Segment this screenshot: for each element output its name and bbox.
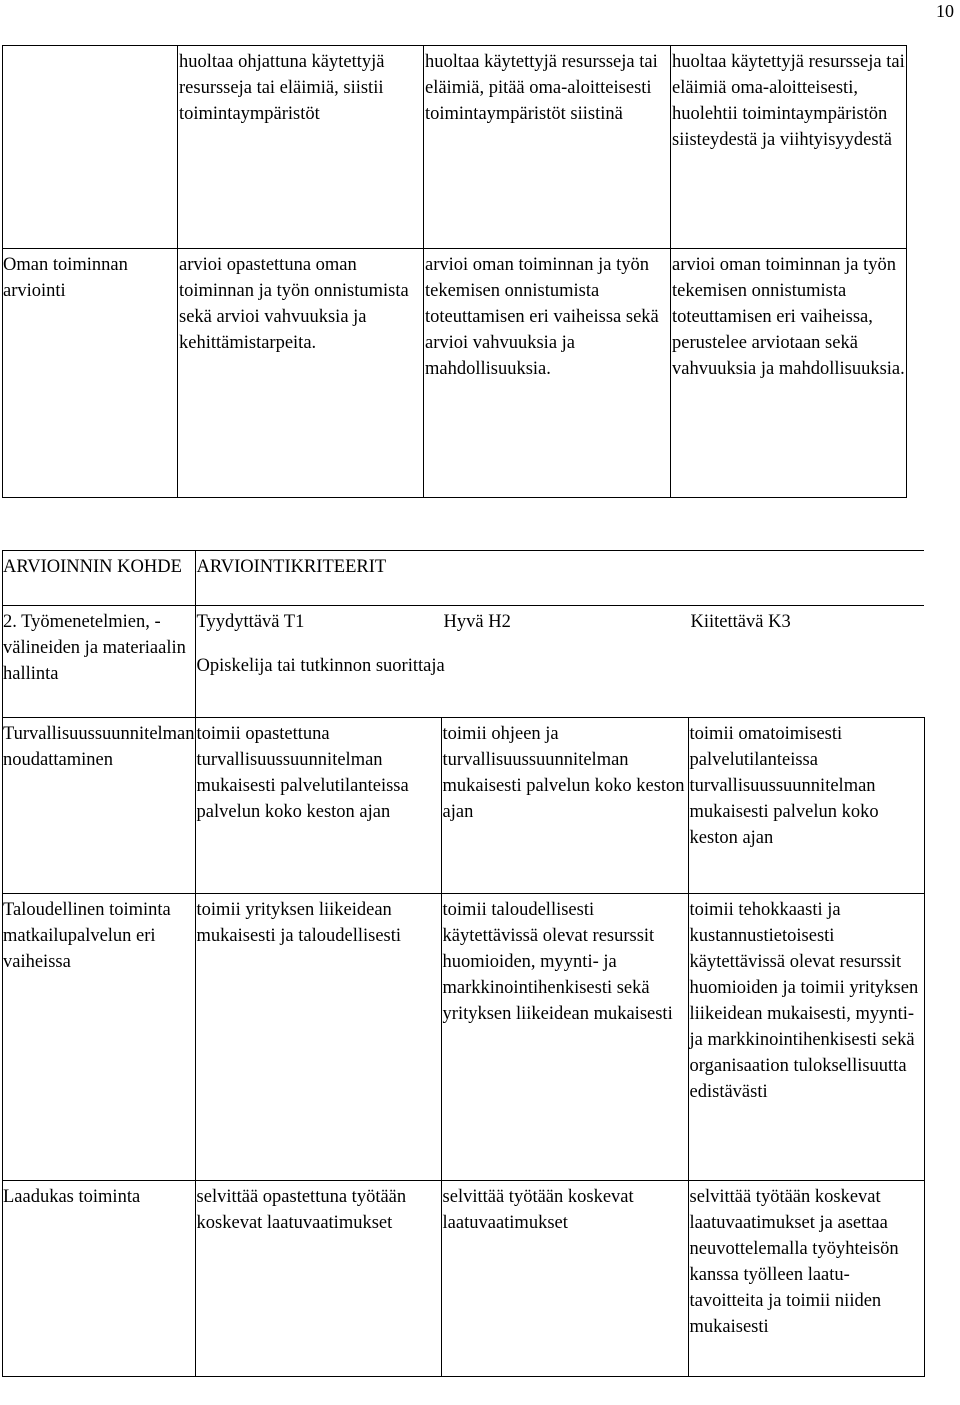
row-label <box>3 46 178 249</box>
row-label: Oman toiminnan arviointi <box>3 249 178 498</box>
criteria-table-continued <box>2 45 907 498</box>
table-row-maintenance <box>3 46 907 249</box>
row-label: Turvallisuussuunnitelman noudattaminen <box>3 718 196 894</box>
cell-h2: toimii taloudellisesti käytettävissä olevat resurssit huomioiden, myynti- ja markkinointihenkisesti sekä yrityksen liikeidean mukaisesti <box>441 894 688 1181</box>
cell-h2: toimii ohjeen ja turvallisuussuunnitelman mukaisesti palvelun koko keston ajan <box>441 718 688 894</box>
table-subheader-row <box>3 606 925 718</box>
cell-k3: huoltaa käytettyjä resursseja tai eläimiä oma-aloitteisesti, huolehtii toimintaympäristön siisteydestä ja viihtyisyydestä <box>671 46 907 249</box>
section-title: 2. Työmenetelmien, -välineiden ja materiaalin hallinta <box>3 606 196 718</box>
cell-t1: arvioi opastettuna oman toiminnan ja työn onnistumista sekä arvioi vahvuuksia ja kehittämistarpeita. <box>178 249 424 498</box>
table-row <box>3 718 925 894</box>
grade-k3: Kiitettävä K3 <box>690 612 791 632</box>
cell-k3: toimii omatoimisesti palvelutilanteissa turvallisuussuunnitelman mukaisesti palvelun koko keston ajan <box>688 718 924 894</box>
cell-t1: toimii opastettuna turvallisuussuunnitelman mukaisesti palvelutilanteissa palvelun koko keston ajan <box>195 718 441 894</box>
cell-t1: huoltaa ohjattuna käytettyjä resursseja tai eläimiä, siistii toimintaympäristöt <box>178 46 424 249</box>
assessment-target-header: ARVIOINNIN KOHDE <box>3 551 196 606</box>
table-row <box>3 894 925 1181</box>
row-label: Taloudellinen toiminta matkailupalvelun eri vaiheissa <box>3 894 196 1181</box>
table-header-row <box>3 551 925 606</box>
grade-header-block <box>195 606 924 718</box>
page-number: 10 <box>936 1 954 21</box>
cell-t1: toimii yrityksen liikeidean mukaisesti ja taloudellisesti <box>195 894 441 1181</box>
table-row-self-evaluation <box>3 249 907 498</box>
row-label: Laadukas toiminta <box>3 1181 196 1377</box>
grade-t1: Tyydyttävä T1 <box>196 612 305 632</box>
cell-k3: selvittää työtään koskevat laatuvaatimukset ja asettaa neuvottelemalla työyhteisön kanssa työlleen laatu- tavoitteita ja toimii niiden mukaisesti <box>688 1181 924 1377</box>
cell-t1: selvittää opastettuna työtään koskevat laatuvaatimukset <box>195 1181 441 1377</box>
table-row <box>3 1181 925 1377</box>
cell-h2: selvittää työtään koskevat laatuvaatimukset <box>441 1181 688 1377</box>
criteria-header: ARVIOINTIKRITEERIT <box>195 551 924 606</box>
cell-k3: arvioi oman toiminnan ja työn tekemisen onnistumista toteuttamisen eri vaiheissa, perustelee arviotaan sekä vahvuuksia ja mahdollisuuksia. <box>671 249 907 498</box>
cell-k3: toimii tehokkaasti ja kustannustietoisesti käytettävissä olevat resurssit huomioiden ja toimii yrityksen liikeidean mukaisesti, myynti- ja markkinointihenkisesti sekä organisaation tuloksellisuutta edistävästi <box>688 894 924 1181</box>
cell-h2: huoltaa käytettyjä resursseja tai eläimiä, pitää oma-aloitteisesti toimintaympäristöt siistinä <box>424 46 671 249</box>
cell-h2: arvioi oman toiminnan ja työn tekemisen onnistumista toteuttamisen eri vaiheissa sekä arvioi vahvuuksia ja mahdollisuuksia. <box>424 249 671 498</box>
grade-h2: Hyvä H2 <box>443 612 511 632</box>
performer-label: Opiskelija tai tutkinnon suorittaja <box>196 656 445 676</box>
criteria-table <box>2 550 925 1377</box>
